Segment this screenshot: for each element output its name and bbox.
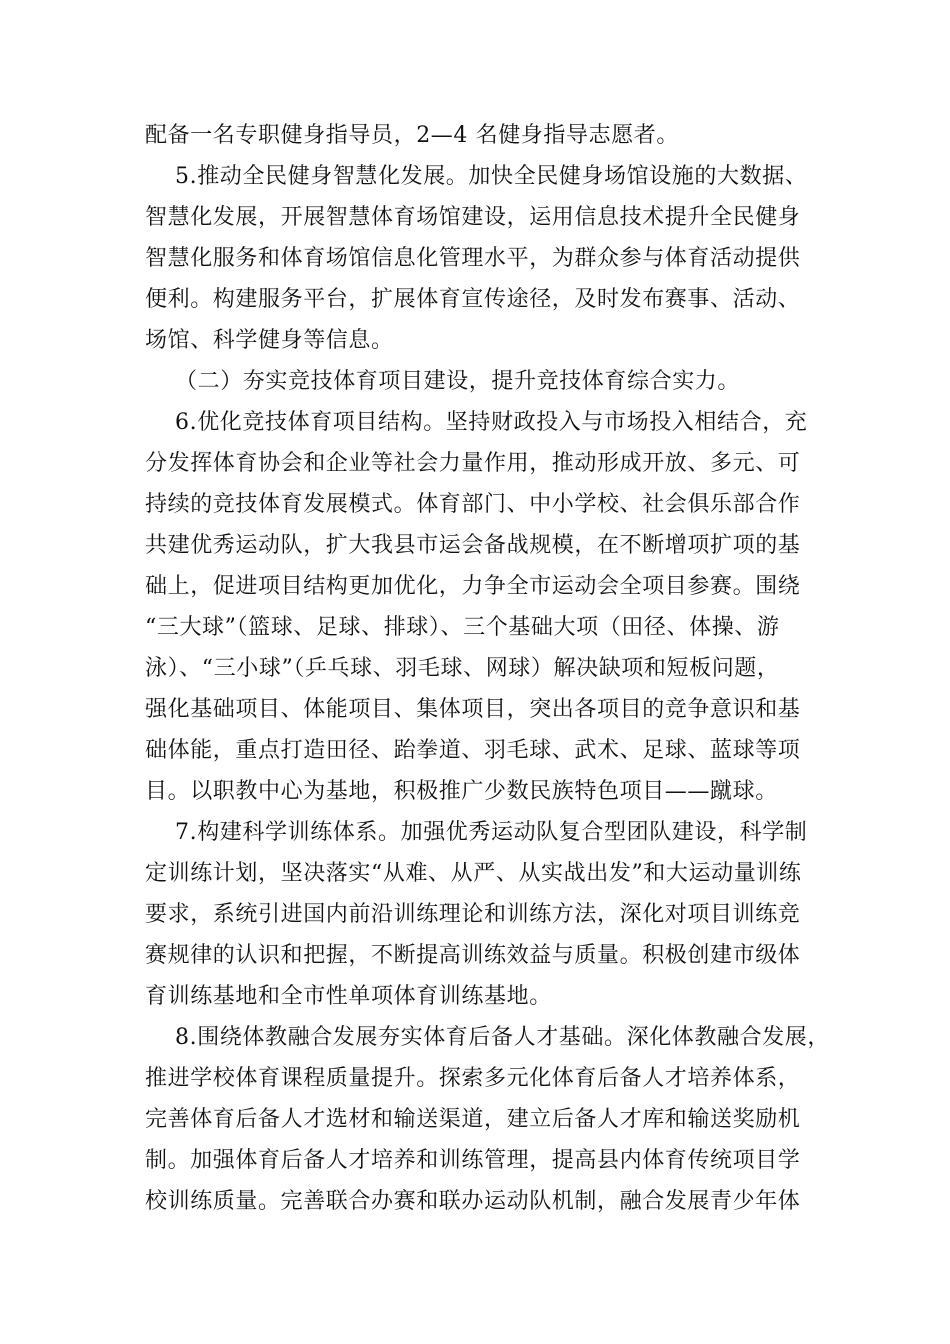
text-line [0,239,950,279]
line-text: 场馆、科学健身等信息。 [145,328,394,353]
text-line [0,977,950,1017]
text-line [0,198,950,238]
text-line [0,444,950,484]
section-heading-text: （二）夯实竞技体育项目建设，提升竞技体育综合实力。 [175,369,741,394]
line-text: 智慧化发展，开展智慧体育场馆建设，运用信息技术提升全民健身 [145,205,801,230]
line-text: 泳）、“三小球”（乒乓球、羽毛球、网球）解决缺项和短板问题， [145,656,780,681]
text-line [0,1141,950,1181]
line-text: 目。以职教中心为基地，积极推广少数民族特色项目——蹴球。 [145,779,778,804]
line-text: 制。加强体育后备人才培养和训练管理，提高县内体育传统项目学 [145,1148,801,1173]
line-text: 要求，系统引进国内前沿训练理论和训练方法，深化对项目训练竞 [145,902,801,927]
line-text: 8.围绕体教融合发展夯实体育后备人才基础。深化体教融合发展， [175,1025,830,1050]
text-line [0,731,950,771]
text-line [0,526,950,566]
text-line [0,116,950,156]
line-text: 便利。构建服务平台，扩展体育宣传途径，及时发布赛事、活动、 [145,287,801,312]
line-text: 赛规律的认识和把握，不断提高训练效益与质量。积极创建市级体 [145,943,801,968]
line-text: 共建优秀运动队，扩大我县市运会备战规模，在不断增项扩项的基 [145,533,801,558]
line-text: 强化基础项目、体能项目、集体项目，突出各项目的竞争意识和基 [145,697,801,722]
text-line [0,895,950,935]
line-text: 持续的竞技体育发展模式。体育部门、中小学校、社会俱乐部合作 [145,492,801,517]
line-text: 育训练基地和全市性单项体育训练基地。 [145,984,552,1009]
text-line [0,403,950,443]
text-line [0,321,950,361]
text-line [0,1018,950,1058]
line-text: 推进学校体育课程质量提升。探索多元化体育后备人才培养体系， [145,1066,801,1091]
line-text: 智慧化服务和体育场馆信息化管理水平，为群众参与体育活动提供 [145,246,801,271]
text-line [0,567,950,607]
text-line [0,157,950,197]
line-text: 6.优化竞技体育项目结构。坚持财政投入与市场投入相结合，充 [175,410,808,435]
line-text: “三大球”（篮球、足球、排球）、三个基础大项（田径、体操、游 [145,615,780,640]
text-line [0,1059,950,1099]
line-text: 分发挥体育协会和企业等社会力量作用，推动形成开放、多元、可 [145,451,801,476]
text-line [0,1182,950,1222]
text-line [0,772,950,812]
line-text: 础上，促进项目结构更加优化，力争全市运动会全项目参赛。围绕 [145,574,801,599]
section-heading [0,362,950,402]
line-text: 配备一名专职健身指导员，2—4 名健身指导志愿者。 [145,123,679,148]
text-line [0,854,950,894]
line-text: 7.构建科学训练体系。加强优秀运动队复合型团队建设，科学制 [175,820,808,845]
line-text: 完善体育后备人才选材和输送渠道，建立后备人才库和输送奖励机 [145,1107,801,1132]
line-text: 础体能，重点打造田径、跆拳道、羽毛球、武术、足球、蓝球等项 [145,738,801,763]
text-line [0,1100,950,1140]
text-line [0,280,950,320]
text-line [0,690,950,730]
text-line [0,608,950,648]
line-text: 5.推动全民健身智慧化发展。加快全民健身场馆设施的大数据、 [175,164,808,189]
text-line [0,813,950,853]
line-text: 定训练计划，坚决落实“从难、从严、从实战出发”和大运动量训练 [145,861,802,886]
text-line [0,485,950,525]
text-line [0,649,950,689]
text-line [0,936,950,976]
line-text: 校训练质量。完善联合办赛和联办运动队机制，融合发展青少年体 [145,1189,801,1214]
